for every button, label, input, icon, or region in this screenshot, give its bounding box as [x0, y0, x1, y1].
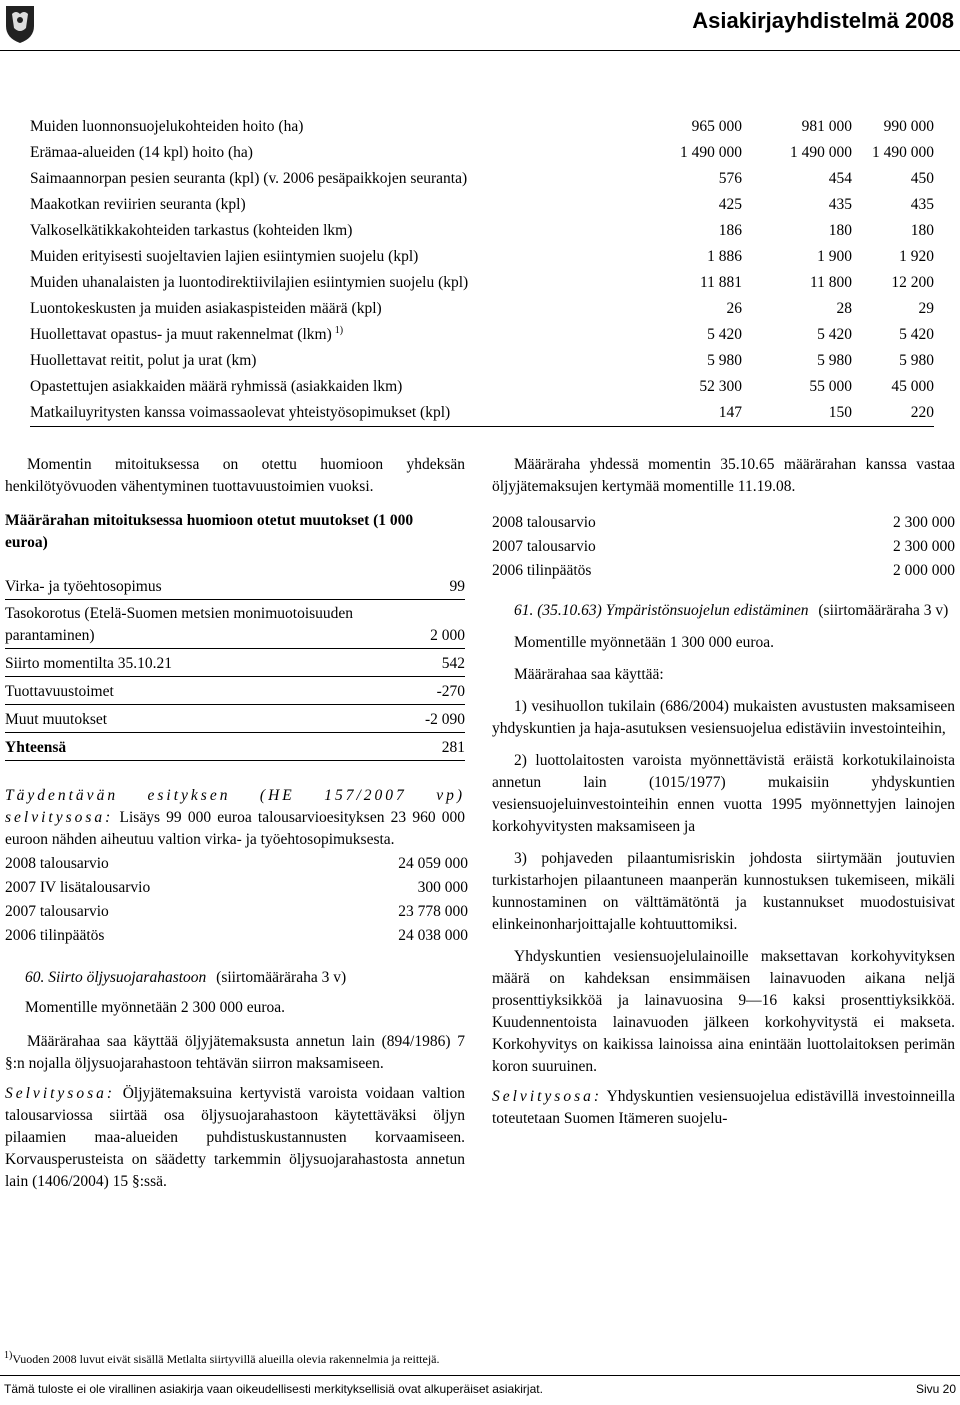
budget-row: 2006 tilinpäätös 24 038 000: [5, 927, 468, 944]
footnote: $^{1)}$Vuoden 2008 luvut eivät sisällä Metlalta siirtyvillä alueilla olevia rakennelmia ja reittejä.: [4, 1350, 440, 1366]
supplement-paragraph: Täydentävän esityksen (HE 157/2007 vp) selvitysosa: Lisäys 99 000 euroa talousarvioesityksen 23 960 000 euroon nähden aiheutuu valtion virka- ja työehtosopimuksesta.: [5, 787, 465, 848]
row-label: Saimaannorpan pesien seuranta (kpl) (v. 2006 pesäpaikkojen seuranta): [30, 170, 468, 187]
row-value: 454: [828, 170, 852, 187]
row-value: 28: [836, 300, 852, 317]
table-row: [30, 400, 934, 426]
row-label: Erämaa-alueiden (14 kpl) hoito (ha): [30, 144, 253, 161]
row-value: 435: [828, 196, 852, 213]
left-column: [5, 454, 468, 1193]
change-row: Tuottavuustoimet -270: [5, 679, 465, 705]
right-note: Määräraha yhdessä momentin 35.10.65 määrärahan kanssa vastaa öljyjätemaksujen kertymää momentille 11.19.08.: [492, 456, 955, 495]
change-row: Siirto momentilta 35.10.21 542: [5, 651, 465, 677]
header-divider: [0, 50, 960, 51]
right-budget-list: [492, 512, 955, 582]
row-value: 425: [718, 196, 742, 213]
change-row: Muut muutokset -2 090: [5, 707, 465, 733]
table-row: [30, 374, 934, 400]
intro-paragraph: Momentin mitoituksessa on otettu huomioon yhdeksän henkilötyövuoden vähentyminen tuottavuustoimien vuoksi.: [5, 456, 465, 495]
item-60-granted: Momentille myönnetään 2 300 000 euroa.: [25, 999, 285, 1016]
performance-table: [30, 114, 934, 426]
row-value: 150: [828, 404, 852, 421]
row-label: Huollettavat reitit, polut ja urat (km): [30, 352, 257, 369]
change-row: Tasokorotus (Etelä-Suomen metsien monimuotoisuuden parantaminen) 2 000: [5, 603, 465, 649]
row-value: 1 900: [817, 248, 852, 265]
item-61-use-intro: Määrärahaa saa käyttää:: [514, 666, 664, 683]
footer-divider: [0, 1375, 960, 1376]
row-value: 1 490 000: [680, 144, 742, 161]
row-value: 55 000: [809, 378, 852, 395]
item-61-use-2: 2) luottolaitosten varoista myönnettävistä eräistä korkotukilainoista annetun lain (1015/1977) mukaisiin yhdyskuntien vesiensuojeluinvestointeihin ennen vuotta 1995 myönnettyjen lainojen korkohyvitysten maksamiseen ja: [492, 752, 955, 835]
item-61-use-1: 1) vesihuollon tukilain (686/2004) mukaisten avustusten maksamiseen yhdyskuntien ja haja-asutuksen vesiensuojelua edistäviin investointeihin,: [492, 698, 955, 737]
row-value: 12 200: [891, 274, 934, 291]
row-value: 981 000: [801, 118, 852, 135]
row-value: 965 000: [691, 118, 742, 135]
document-title: Asiakirjayhdistelmä 2008: [692, 8, 954, 33]
row-label: Luontokeskusten ja muiden asiakaspisteiden määrä (kpl): [30, 300, 382, 317]
row-label: Huollettavat opastus- ja muut rakennelmat (lkm) $^{1)}$: [30, 325, 344, 344]
row-value: 186: [718, 222, 742, 239]
budget-row: 2008 talousarvio 24 059 000: [5, 855, 468, 872]
budget-row: 2006 tilinpäätös 2 000 000: [492, 562, 955, 579]
footer-disclaimer: Tämä tuloste ei ole virallinen asiakirja vaan oikeudellisesti merkityksellisiä ovat alkuperäiset asiakirjat.: [4, 1382, 543, 1396]
row-value: 11 800: [809, 274, 852, 291]
coat-of-arms-icon: [4, 4, 36, 44]
row-value: 26: [726, 300, 742, 317]
item-61-explanation: Selvitysosa: Yhdyskuntien vesiensuojelua edistävillä investoinneilla toteutetaan Suomen Itämeren suojelu-: [492, 1088, 955, 1127]
row-label: Muiden erityisesti suojeltavien lajien esiintymien suojelu (kpl): [30, 248, 419, 265]
row-label: Matkailuyritysten kanssa voimassaolevat yhteistyösopimukset (kpl): [30, 404, 451, 421]
row-value: 5 980: [817, 352, 852, 369]
table-row: [30, 140, 934, 166]
change-row: Virka- ja työehtosopimus 99: [5, 574, 465, 600]
row-label: Valkoselkätikkakohteiden tarkastus (kohteiden lkm): [30, 222, 353, 239]
item-61-heading: 61. (35.10.63) Ympäristönsuojelun edistäminen (siirtomääräraha 3 v): [514, 602, 949, 619]
page-footer: [4, 1382, 956, 1396]
budget-row: 2007 talousarvio 2 300 000: [492, 538, 955, 555]
row-label: Opastettujen asiakkaiden määrä ryhmissä (asiakkaiden lkm): [30, 378, 403, 395]
right-column: [492, 454, 955, 1130]
row-value: 45 000: [891, 378, 934, 395]
table-row: [30, 270, 934, 296]
row-value: 5 980: [707, 352, 742, 369]
item-60-use: Määrärahaa saa käyttää öljyjätemaksusta annetun lain (894/1986) 7 §:n nojalla öljysuojarahastoon tehtävän siirron maksamiseen.: [5, 1033, 465, 1072]
table-row: [30, 192, 934, 218]
item-61-paragraph: Yhdyskuntien vesiensuojelulainoille maksettavan korkohyvityksen määrä on kahdeksan ensimmäisen lainavuoden aikana neljä prosenttiyksikköä ja lainavuosina 9—16 kaksi prosenttiyksikköä. Kuudennentoista lainavuoden jälkeen korkohyvitystä ei makseta. Korkohyvitys on kaikissa lainoissa aina enintään luottolaitoksen perimän koron suuruinen.: [492, 948, 955, 1075]
row-value: 435: [910, 196, 934, 213]
row-value: 576: [718, 170, 742, 187]
row-value: 180: [910, 222, 934, 239]
budget-list: [5, 853, 468, 947]
changes-heading: Määrärahan mitoituksessa huomioon otetut muutokset (1 000 euroa): [5, 512, 414, 551]
row-value: 1 490 000: [790, 144, 852, 161]
item-61-granted: Momentille myönnetään 1 300 000 euroa.: [514, 634, 774, 651]
table-row: [30, 348, 934, 374]
row-value: 5 420: [707, 326, 742, 343]
row-label: Muiden luonnonsuojelukohteiden hoito (ha): [30, 118, 304, 135]
row-value: 29: [918, 300, 934, 317]
row-value: 220: [910, 404, 934, 421]
budget-row: 2008 talousarvio 2 300 000: [492, 514, 955, 531]
table-bottom-rule: [30, 426, 934, 427]
row-value: 5 980: [899, 352, 934, 369]
item-60-heading: 60. Siirto öljysuojarahastoon (siirtomääräraha 3 v): [25, 969, 347, 986]
table-row: [30, 322, 934, 348]
budget-row: 2007 IV lisätalousarvio 300 000: [5, 879, 468, 896]
row-value: 5 420: [899, 326, 934, 343]
budget-row: 2007 talousarvio 23 778 000: [5, 903, 468, 920]
row-value: 52 300: [699, 378, 742, 395]
table-row: [30, 114, 934, 140]
row-label: Muiden uhanalaisten ja luontodirektiivilajien esiintymien suojelu (kpl): [30, 274, 469, 291]
row-value: 1 490 000: [872, 144, 934, 161]
changes-list: [5, 574, 465, 761]
changes-total-row: Yhteensä 281: [5, 735, 465, 761]
row-value: 1 886: [707, 248, 742, 265]
table-row: [30, 244, 934, 270]
row-value: 1 920: [899, 248, 934, 265]
row-value: 180: [828, 222, 852, 239]
table-row: [30, 218, 934, 244]
row-value: 11 881: [699, 274, 742, 291]
row-value: 5 420: [817, 326, 852, 343]
footnote-marker: 1): [334, 325, 344, 337]
table-row: [30, 296, 934, 322]
item-61-use-3: 3) pohjaveden pilaantumisriskin johdosta siirtymään joutuvien turkistarhojen pilaantuneen maanperän kunnostuksen tukemiseen, mikäli kunnostaminen on välttämätöntä ja kustannukset muodostuisivat elinkeinonharjoittajalle kohtuuttomiksi.: [492, 850, 955, 933]
row-value: 147: [718, 404, 742, 421]
row-label: Maakotkan reviirien seuranta (kpl): [30, 196, 246, 213]
row-value: 450: [910, 170, 934, 187]
page-number: Sivu 20: [915, 1382, 956, 1396]
row-value: 990 000: [883, 118, 934, 135]
table-row: [30, 166, 934, 192]
item-60-explanation: Selvitysosa: Öljyjätemaksuina kertyvistä varoista voidaan valtion talousarviossa siirtää osa öljysuojarahastoon käytettäväksi öljyn pilaamien maa-alueiden puhdistuskustannusten korvaamiseen. Korvausperusteista on säädetty tarkemmin öljysuojarahastosta annetun lain (1406/2004) 15 §:ssä.: [5, 1085, 466, 1190]
page-header: [0, 0, 960, 52]
